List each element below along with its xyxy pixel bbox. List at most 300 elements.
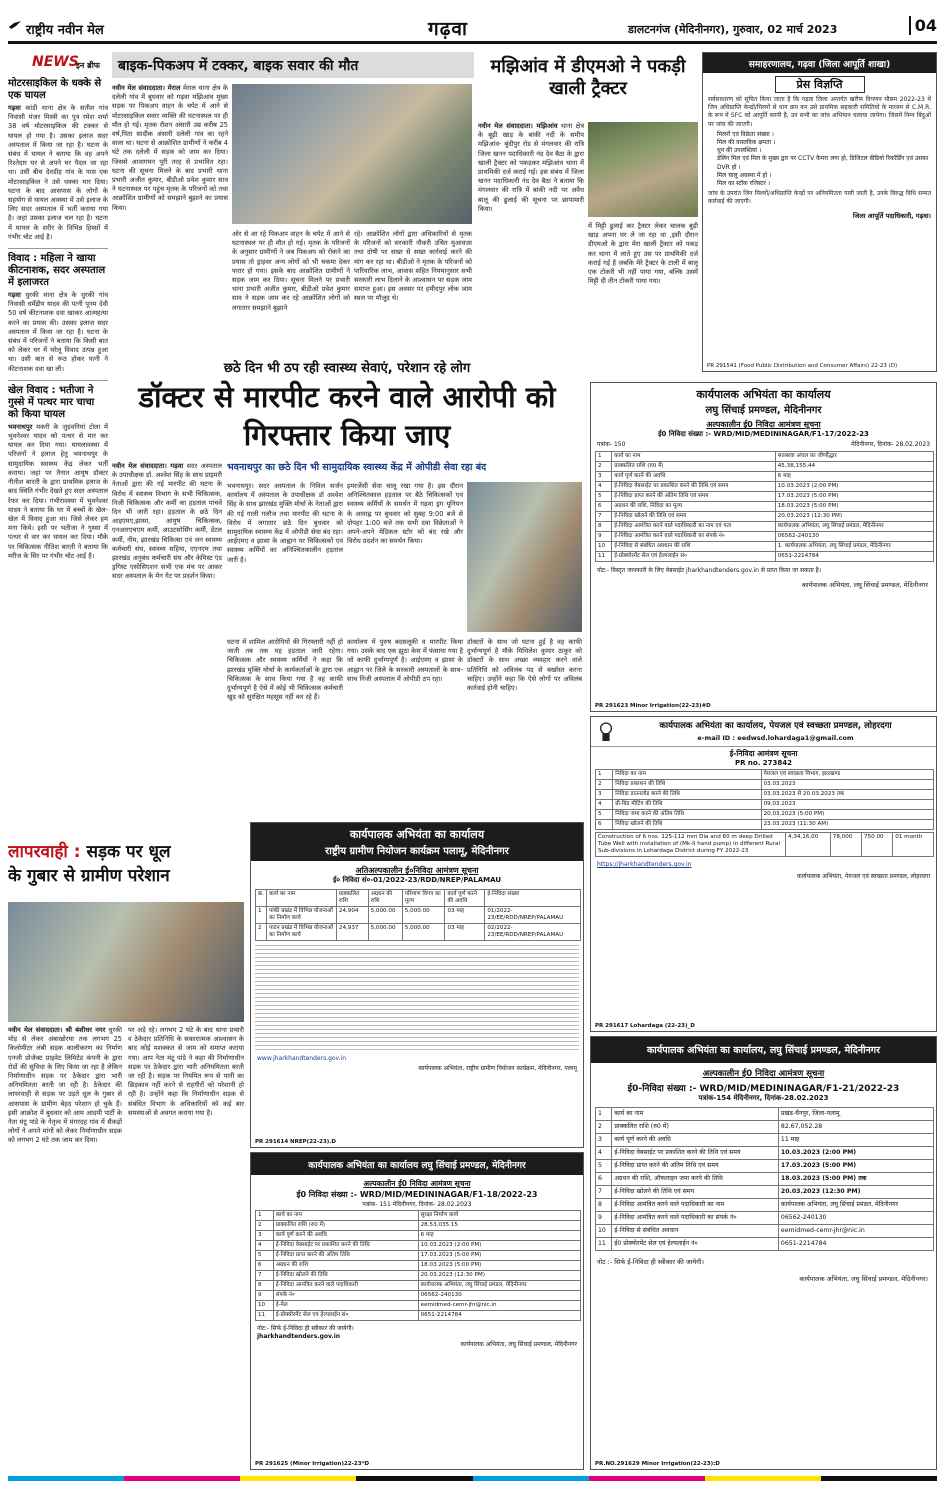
table-cell: ई-मेल bbox=[273, 1301, 418, 1311]
table-cell: 1 bbox=[596, 1108, 612, 1121]
bike-story-col3: रहे। आक्रोशित लोगों द्वारा अधिकारियों से मृतक के परिजनों को सरकारी नौकरी उचित मुआवजा तथा दोषी पर सख्त से सख्त कार्रवाई करने की मांग कर रहा था। बीडीओ ने मृतक के परिजनों को पारिवारिक लाभ, आवास सहित नियमानुसार सभी सरकारी लाभ दिलाने के आश्वासन पर सड़क जाम समाप्त हुआ। इस अवसर पर हमीदपुर लोक जाम स्थल पर मौजूद थे। bbox=[354, 230, 472, 303]
tender17-header2: लघु सिंचाई प्रमण्डल, मेदिनीनगर bbox=[705, 405, 822, 416]
table-cell: ई-प्रोक्योरमेंट सेल एवं हेल्पलाईन सं० bbox=[273, 1311, 418, 1321]
page-number: 04 bbox=[909, 16, 937, 35]
bike-accident-story bbox=[112, 52, 474, 352]
lohardaga-title: ई-निविदा आमंत्रण सूचना bbox=[729, 749, 798, 758]
lohardaga-header: कार्यपालक अभियंता का कार्यालय, पेयजल एवं स्वच्छता प्रमण्डल, लोहरदगा bbox=[659, 721, 892, 731]
doctor-story-col6: डॉक्टरों के साथ जो घटना हुई है वह काफी दुर्भाग्यपूर्ण है मौके मिथिलेश कुमार ठाकुर को डॉक्टरों के साथ अच्छा व्यवहार करने वाले प्रतिनिधि को अविलंब पद से बर्खास्त करना चाहिए। उन्होंने कहा कि ऐसे लोगों पर अविलंब कार्रवाई होनी चाहिए। bbox=[467, 638, 582, 693]
tender-mid-17 bbox=[590, 382, 937, 712]
tender17-signer: कार्यपालक अभियंता, लघु सिंचाई प्रमण्डल, मेदिनीनगर bbox=[801, 581, 928, 589]
table-cell: कार्य का नाम bbox=[612, 452, 776, 462]
table-cell: कार्य का नाम bbox=[267, 890, 337, 907]
table-cell: 7 bbox=[256, 1271, 274, 1281]
lohardaga-email: e-mail ID : eedwsd.lohardaga1@gmail.com bbox=[697, 734, 854, 742]
table-cell: कार्यपालक अभियंता, लघु सिंचाई प्रमंडल, मेदिनीनगर bbox=[775, 522, 933, 532]
tender17-ref: ई0 निविदा संख्या :- WRD/MID/MEDININAGAR/F1-17/2022-23 bbox=[658, 430, 869, 438]
dust-story-label: लापरवाही : bbox=[8, 842, 81, 862]
table-row bbox=[256, 1251, 581, 1261]
lohardaga-website[interactable]: https://jharkhandtenders.gov.in bbox=[597, 861, 692, 868]
table-row bbox=[596, 482, 934, 492]
dust-story-col1: धुरकी मोड़ से लेकर अंबाखोरया तक लगभग 25 किलोमीटर लंबी सड़क कालीकरण का निर्माण एनजी प्रोजेक्ट प्राइवेट लिमिटेड कंपनी के द्वारा रोडों की सुविधा के लिए किया जा रहा है लेकिन निर्माणाधीन सड़क पर ठेकेदार द्वारा भारी अनियमितता बरती जा रही है। ठेकेदार की लापरवाही से सड़क पर उड़ते धूल के गुबार से आसपास के ग्रामीण बेहद परेशान हो चुके हैं। इसी आक्रोश में बुधवार को आम आदमी पार्टी के नेता मंटू पांडे के नेतृत्व में मंगरदह गांव में सैकड़ों लोगों ने अपने मांगों को लेकर निर्माणाधीन सड़क को लगभग 2 घंटे तक जाम कर दिया। bbox=[8, 1026, 122, 1145]
table-cell: 0651-2214784 bbox=[778, 1238, 933, 1251]
table-cell: अग्रधन की राशि, ऑफलाइन जमा करने की तिथि bbox=[612, 1173, 779, 1186]
table-cell: कार्य का नाम bbox=[273, 1211, 418, 1221]
table-row bbox=[596, 800, 934, 810]
table-cell: ई-निविदा प्राप्त करने की अंतिम तिथि एवं समय bbox=[612, 1160, 779, 1173]
table-cell: 45,38,155.44 bbox=[775, 462, 933, 472]
tender17-note: नोट:- विस्तृत जानकारी के लिए वेबसाईट jharkhandtenders.gov.in से प्राप्त किया जा सकता है। bbox=[597, 567, 822, 574]
news-brief-column bbox=[8, 52, 108, 832]
tender17-table bbox=[595, 451, 934, 562]
table-row bbox=[256, 1211, 581, 1221]
supply-notice-footer: PR 291541 (Food Public Distribution and Consumer Affairs) 22-23 (D) bbox=[707, 363, 898, 369]
table-cell: 3 bbox=[596, 472, 612, 482]
table-cell: 18.03.2023 (5:00 PM) bbox=[418, 1261, 580, 1271]
nrep-title: अतिअल्पकालीन ई०निविदा आमंत्रण सूचना bbox=[355, 866, 479, 875]
table-row bbox=[596, 452, 934, 462]
doctor-story-byline: नवीन मेल संवाददाता। गढ़वा bbox=[112, 462, 184, 470]
table-cell: अग्रधन की राशि, निविदा का मूल्य bbox=[612, 502, 776, 512]
table-cell: 20.03.2023 (12:30 PM) bbox=[778, 1186, 933, 1199]
table-cell: 5 bbox=[596, 492, 612, 502]
table-cell: 18.03.2023 (5:00 PM) bbox=[775, 502, 933, 512]
tender18-website[interactable]: jharkhandtenders.gov.in bbox=[257, 1333, 341, 1340]
tender21-ref: ई0-निविदा संख्या :- WRD/MID/MEDININAGAR/F1-21/2022-23 bbox=[627, 1084, 900, 1094]
tender17-title: अल्पकालीन ई0 निविदा आमंत्रण सूचना bbox=[706, 420, 821, 429]
table-cell: कार्य पूर्ण करने की अवधि bbox=[612, 1134, 779, 1147]
table-cell: 0651-2214784 bbox=[418, 1311, 580, 1321]
table-cell: 0651-2214784 bbox=[775, 552, 933, 562]
table-cell: 10 bbox=[596, 542, 612, 552]
table-row bbox=[256, 1271, 581, 1281]
table-cell: 8 bbox=[596, 522, 612, 532]
table-cell: प्राक्कलित राशि (रु0 में) bbox=[273, 1221, 418, 1231]
table-cell: 17.03.2023 (5:00 PM) bbox=[418, 1251, 580, 1261]
table-row bbox=[256, 1231, 581, 1241]
table-row bbox=[596, 770, 934, 780]
supply-item-1: मिलरों एवं विक्रेता संख्या । bbox=[717, 130, 774, 138]
table-cell: 24,937 bbox=[336, 924, 368, 941]
table-row bbox=[256, 1311, 581, 1321]
table-cell: 06562-240130 bbox=[778, 1212, 933, 1225]
lohardaga-footer: PR 291617 Lohardaga (22-23)_D bbox=[595, 1023, 695, 1029]
supply-item-6: मिल का स्टॉक रजिस्टर । bbox=[717, 180, 771, 188]
lohardaga-signer: कार्यपालक अभियंता, पेयजल एवं स्वच्छता प्रमण्डल, लोहरदगा bbox=[797, 873, 930, 880]
table-cell: 6 माह bbox=[418, 1231, 580, 1241]
supply-notice-signer: जिला आपूर्ति पदाधिकारी, गढ़वा। bbox=[852, 211, 931, 220]
brief-item-2-title: विवाद : महिला ने खाया कीटनाशक, सदर अस्पताल में इलाजरत bbox=[8, 248, 108, 289]
table-cell: सतबरवा अंचल का जीर्णोद्धार bbox=[775, 452, 933, 462]
table-cell: 7 bbox=[596, 1186, 612, 1199]
bike-story-headline: बाइक-पिकअप में टक्कर, बाइक सवार की मौत bbox=[112, 52, 474, 78]
table-row bbox=[596, 1186, 934, 1199]
table-cell: 10 bbox=[596, 1225, 612, 1238]
lohardaga-work-desc: Construction of 6 nos. 125-112 mm Dia and 60 m deep Drilled Tube Well with installation of (Mk-II hand pump) in different Rural Sub-divisions in Lohardaga District during FY 2022-23 bbox=[596, 833, 786, 857]
table-row bbox=[256, 907, 581, 924]
table-cell: 03.03.2023 bbox=[761, 780, 933, 790]
tender18-title: अल्पकालीन ई0 निविदा आमंत्रण सूचना bbox=[363, 1179, 471, 1188]
doctor-story-headline: डॉक्टर से मारपीट करने वाले आरोपी को गिरफ्तार किया जाए bbox=[138, 380, 556, 452]
tender18-header: कार्यपालक अभियंता का कार्यालय लघु सिंचाई प्रमण्डल, मेदिनीनगर bbox=[251, 1153, 583, 1175]
table-cell: 1 bbox=[256, 1211, 274, 1221]
table-cell: 23.03.2023 (11:30 AM) bbox=[761, 820, 933, 830]
tractor-story-byline: नवीन मेल संवाददाता। मझिआंव bbox=[478, 122, 558, 130]
brief-label: इन ब्रीफ bbox=[76, 61, 100, 70]
table-row bbox=[596, 780, 934, 790]
table-row bbox=[596, 810, 934, 820]
table-row bbox=[256, 1221, 581, 1231]
table-cell: ई-निविदा खोलने की तिथि एवं समय bbox=[612, 1186, 779, 1199]
table-cell: 9 bbox=[256, 1291, 274, 1301]
supply-item-2: मिल की वास्तविक क्षमता । bbox=[717, 139, 776, 147]
table-cell: ई-निविदा आमंत्रित करने वाले पदाधिकारी का नाम bbox=[612, 1199, 779, 1212]
table-row bbox=[596, 790, 934, 800]
table-cell: 4 bbox=[256, 1241, 274, 1251]
brief-item-3-body: मकरी के जुड़वनियां टोला में भुवनेश्वर यादव को पत्थर से मार कर घायल कर दिया गया। घायलावस्था में परिजनों ने इलाज हेतु भवनाथपुर के सामुदायिक स्वास्थ्य केंद्र लेकर भर्ती कराया। जहां पर तैनात आयुष डॉक्टर नीतीश बारती के द्वारा प्राथमिक इलाज के बाद स्थिति गंभीर देखते हुए सदर अस्पताल रेफर कर दिया। गंभीरावस्था में भुवनेश्वर यादव ने बताया कि घर में बच्चों के खेल-खेल में विवाद हुआ था। जिसे लेकर हम मना किये। इसी पर भतीजा ने गुस्सा में पत्थर से वार कर घायल कर दिया। मौके पर चिकित्सक नीतिश बारती ने बताया कि मरीज के सिर पर गंभीर चोट आई है। bbox=[8, 422, 108, 560]
table-cell: 82,67,052.28 bbox=[778, 1121, 933, 1134]
table-row bbox=[596, 552, 934, 562]
doctor-story-kicker: छठे दिन भी ठप रही स्वास्थ्य सेवाएं, परेशान रहे लोग bbox=[223, 361, 471, 376]
protest-photo bbox=[467, 482, 582, 632]
table-cell: 4 bbox=[596, 482, 612, 492]
table-row bbox=[596, 1160, 934, 1173]
table-cell: 03 माह bbox=[445, 907, 485, 924]
table-cell: परिमाण विपत्र का मूल्य bbox=[402, 890, 445, 907]
bike-story-byline: नवीन मेल संवाददाता। मेराल bbox=[112, 84, 181, 92]
table-row bbox=[256, 924, 581, 941]
table-cell: 6 माह bbox=[775, 472, 933, 482]
table-row bbox=[596, 462, 934, 472]
table-row bbox=[596, 1147, 934, 1160]
table-cell: कार्य पूर्ण करने की अवधि bbox=[445, 890, 485, 907]
tender18-note: नोट:- सिर्फ ई-निविदा ही स्वीकार की जायेगी। bbox=[257, 1325, 354, 1332]
table-cell: निविदा जमा करने की अंतिम तिथि bbox=[613, 810, 761, 820]
table-cell: 1 bbox=[596, 770, 613, 780]
table-cell: 6 bbox=[596, 820, 613, 830]
brief-item-3-place: भवनाथपुर bbox=[8, 422, 33, 431]
table-row bbox=[596, 532, 934, 542]
tender18-signer: कार्यपालक अभियंता, लघु सिंचाई प्रमण्डल, मेदिनीनगर bbox=[460, 1341, 577, 1348]
table-cell: कार्यपालक अभियंता, लघु सिंचाई प्रमंडल, मेदिनीनगर bbox=[778, 1199, 933, 1212]
table-cell: 6 bbox=[596, 502, 612, 512]
table-cell: 5 bbox=[256, 1251, 274, 1261]
table-row bbox=[596, 833, 934, 857]
nrep-header: कार्यपालक अभियंता का कार्यालय bbox=[251, 823, 583, 843]
brief-item-2-body: धुरकी थाना क्षेत्र के धुरकी गांव निवासी धर्मेंद्रीय यादव की पत्नी पूनम देवी 50 वर्ष कीटनाशक दवा खाकर आत्महत्या करने का प्रयास की। उसका इलाज सदर अस्पताल में किया जा रहा है। घटना के संबंध में परिजनों ने बताया कि किसी बात को लेकर घर में घरेलू विवाद उत्पन्न हुआ था। उसी बात से रूठ होकर पत्नी ने कीटनाशक दवा खा ली। bbox=[8, 291, 108, 373]
table-row bbox=[596, 542, 934, 552]
table-cell: ई-निविदा प्राप्त करने की अंतिम तिथि bbox=[273, 1251, 418, 1261]
page-section-title: गढ़वा bbox=[428, 18, 468, 40]
table-cell: 20.03.2023 (12:30 PM) bbox=[418, 1271, 580, 1281]
table-cell: ई-प्रोक्योरमेंट सेल एवं हेल्पलाईन सं० bbox=[612, 552, 776, 562]
news-label: NEWS bbox=[32, 54, 79, 70]
table-row bbox=[596, 820, 934, 830]
tender21-note: नोट :- सिर्फ ई-निविदा ही स्वीकार की जायेगी। bbox=[597, 1258, 704, 1266]
dust-story-col2: पर अड़े रहे। लगभग 2 घंटे के बाद थाना प्रभारी व ठेकेदार प्रतिनिधि के सकारात्मक आश्वासन के बाद कोई मशक्कत से जाम को समाप्त कराया गया। आप नेता मंटू पांडे ने कहा की निर्माणाधीन सड़क पर ठेकेदार द्वारा भारी अनियमितता बरती जा रही है। सड़क पर नियमित रूप से पानी का छिड़काव नहीं करने से राहगीरों को परेशानी हो रही है। उन्होंने कहा कि निर्माणाधीन सड़क से संबंधित विभाग के अधिकारियों को कई बार समस्याओं से अवगत कराया गया है। bbox=[128, 1026, 244, 1117]
table-cell: 18.03.2023 (5:00 PM) तक bbox=[778, 1173, 933, 1186]
table-cell: 24,904 bbox=[336, 907, 368, 924]
table-cell: 1 bbox=[256, 907, 267, 924]
bike-story-col2: ओर से आ रहे पिकअप वाहन के चपेट में आने से घटनास्थल पर ही मौत हो गई। मृतक के परिजनों के अनुसार ग्रामीणों ने जब पिकअप को रोकने का प्रयास तो ड्राइवर अन्य लोगों को भी चकमा देकर फरार हो गया। इसके बाद आक्रोशित ग्रामीणों ने सड़क जाम कर दिया। सूचना मिलने पर प्रभारी थाना प्रभारी अजीत कुमार, बीडीओ प्रवेश कुमार साव ने सड़क जाम कर रहे आक्रोशित लोगों को लगातार समझाने बुझाने bbox=[232, 230, 350, 312]
table-cell: ई-निविदा आमंत्रित करने वाले पदाधिकारी का नाम एवं पता bbox=[612, 522, 776, 532]
table-cell: ई-निविदा आमंत्रित करने वाले पदाधिकारी bbox=[273, 1281, 418, 1291]
table-cell: 8 bbox=[596, 1199, 612, 1212]
nrep-table bbox=[255, 889, 581, 941]
bird-logo-icon bbox=[8, 18, 22, 32]
table-cell: 5 bbox=[596, 810, 613, 820]
table-cell: ई-निविदा वेबसाईट पर प्रकाशित करने की तिथि bbox=[273, 1241, 418, 1251]
tender17-header1: कार्यपालक अभियंता का कार्यालय bbox=[696, 388, 831, 401]
table-row bbox=[596, 1212, 934, 1225]
table-cell: निविदा प्रकाशन की तिथि bbox=[613, 780, 761, 790]
table-cell: 3 bbox=[596, 790, 613, 800]
table-cell: 4 bbox=[596, 1147, 612, 1160]
tender17-footer: PR 291623 Minor Irrigation(22-23)#D bbox=[595, 703, 711, 709]
table-cell: 02/2022-23/EE/RDD/NREP/PALAMAU bbox=[485, 924, 581, 941]
table-row bbox=[596, 502, 934, 512]
table-row bbox=[256, 1281, 581, 1291]
tender21-footer: PR.NO.291629 Minor Irrigation(22-23):D bbox=[595, 1461, 720, 1467]
dust-story-headline-a: सड़क पर धूल bbox=[86, 842, 171, 862]
table-cell: निविदा डाउनलोड करने की तिथि bbox=[613, 790, 761, 800]
table-cell: ई-निविदा वेबसाईट पर प्रकाशित करने की तिथि एवं समय bbox=[612, 1147, 779, 1160]
table-cell: कार्य पूर्ण करने की अवधि bbox=[273, 1231, 418, 1241]
dust-story bbox=[8, 840, 244, 1470]
table-cell: ई0 प्रोक्योरमेंट सेल एवं हेल्पलाईन नं० bbox=[612, 1238, 779, 1251]
nrep-website[interactable]: www.jharkhandtenders.gov.in bbox=[257, 1055, 347, 1062]
nrep-header2: राष्ट्रीय ग्रामीण नियोजन कार्यक्रम पलामू, मेदिनीनगर bbox=[251, 843, 583, 861]
tender21-header: कार्यपालक अभियंता का कार्यालय, लघु सिंचाई प्रमण्डल, मेदिनीनगर bbox=[591, 1037, 936, 1063]
lohardaga-work-table bbox=[595, 832, 934, 857]
table-cell: 10.03.2023 (2:00 PM) bbox=[775, 482, 933, 492]
dateline: डालटनगंज (मेदिनीनगर), गुरुवार, 02 मार्च 2023 bbox=[628, 23, 838, 36]
table-cell: 6 bbox=[256, 1261, 274, 1271]
table-row bbox=[596, 1238, 934, 1251]
table-cell: eemidmed-cemr-jhr@nic.in bbox=[778, 1225, 933, 1238]
table-cell: अग्रधन की राशि bbox=[273, 1261, 418, 1271]
table-cell: 6 bbox=[596, 1173, 612, 1186]
tractor-photo bbox=[588, 122, 698, 217]
table-cell: eemidmed-cemr-jhr@nic.in bbox=[418, 1301, 580, 1311]
table-row bbox=[256, 1301, 581, 1311]
table-cell: क्र. bbox=[256, 890, 267, 907]
table-cell: 06562-240130 bbox=[775, 532, 933, 542]
table-cell: पाटन प्रखंड में विभिन्न योजनाओं का निर्माण कार्य bbox=[267, 924, 337, 941]
table-cell: प्री-बिड मीटिंग की तिथि bbox=[613, 800, 761, 810]
tender18-patrank: पत्रांक- 151 मेदिनीनगर, दिनांक- 28.02.2023 bbox=[362, 1201, 472, 1208]
table-cell: प्राक्कलित राशि (रु0 में) bbox=[612, 462, 776, 472]
table-cell: 3 bbox=[256, 1231, 274, 1241]
table-cell: पेयजल एवं स्वच्छता विभाग, झारखण्ड bbox=[761, 770, 933, 780]
table-cell: 5,000.00 bbox=[368, 924, 402, 941]
village-protest-photo bbox=[8, 902, 244, 1022]
table-row bbox=[596, 1173, 934, 1186]
table-cell: कार्य पूर्ण करने की अवधि bbox=[612, 472, 776, 482]
nrep-footer: PR 291614 NREP(22-23).D bbox=[255, 1139, 336, 1145]
table-cell: 09.03.2023 bbox=[761, 800, 933, 810]
table-cell: ई-निविदा आमंत्रित करने वाले पदाधिकारी का संपर्क नं० bbox=[612, 532, 776, 542]
table-cell: कार्यपालक अभियंता, लघु सिंचाई प्रमंडल, मेदिनीनगर bbox=[418, 1281, 580, 1291]
table-cell: 03.03.2023 से 20.03.2023 तक bbox=[761, 790, 933, 800]
lohardaga-work-amount: 4,34,16,00 bbox=[786, 833, 831, 857]
supply-notice-intro: सर्वसाधारण को सूचित किया जाता है कि गढ़वा जिला अन्तर्गत खरीफ विपणन मौसम 2022-23 में जिन अधिप्राप्ति केन्द्रों/मिलरों से धान क्रय कर उसे प्राथमिक सहकारी समितियों के माध्यम से C.M.R. के रूप में SFC को आपूर्ति करनी है, उन सभी का जांच अभियान चलाया जायेगा। जिसमें निम्न बिंदुओं पर जांच की जाएगी। bbox=[708, 96, 931, 128]
table-cell: 01/2022-23/EE/RDD/NREP/PALAMAU bbox=[485, 907, 581, 924]
government-emblem-icon bbox=[597, 720, 615, 744]
supply-notice-closing: जांच के उपरांत जिन मिलरों/अधिप्राप्ति केन्द्रों पर अनियमितता पायी जाती है, उनके विरुद्ध विधि सम्मत कार्रवाई की जाएगी। bbox=[708, 190, 931, 206]
tractor-story-headline: मझिआंव में डीएमओ ने पकड़ी खाली ट्रैक्टर bbox=[490, 56, 686, 99]
doctor-story-col1: सदर अस्पताल के उपाधीक्षक डॉ. अश्वेश सिंह के साथ प्राइमरी नेताओं द्वारा की गई मारपीट की घटना के विरोध में स्वास्थ्य विभाग के सभी चिकित्सक, निजी चिकित्सक और कर्मी का हड़ताल पांचवें दिन भी जारी रहा। हड़ताल के छठे दिन आइएमए,झासा, आयुष चिकित्सक, एनआरएचएम कर्मी, आउटसोर्सिंग कर्मी, डेंटल कर्मी, नीम, झारखंड चिकित्सा एवं जन स्वास्थ्य कर्मचारी संघ, स्वास्थ्य सहिया, एएनएम तथा झारखंड अनुबंध कर्मचारी संघ और केमिस्ट एंड ड्रगिस्ट एसोसिएशन सभी एक मंच पर आकर सदर अस्पताल के मेन गेट पर प्रदर्शन किया। bbox=[112, 462, 222, 581]
table-cell: 10 bbox=[256, 1301, 274, 1311]
table-cell: ई-निविदा आमंत्रित करने वाले पदाधिकारी का संपर्क नं० bbox=[612, 1212, 779, 1225]
tender-lohardaga bbox=[590, 716, 937, 1032]
doctor-story-subhead: भवनाथपुर का छठे दिन भी सामुदायिक स्वास्थ्य केंद्र में ओपीडी सेवा रहा बंद bbox=[227, 462, 487, 473]
brief-item-3-title: खेल विवाद : भतीजा ने गुस्से में पत्थर मार चाचा को किया घायल bbox=[8, 380, 108, 421]
table-cell: ई-निविदा से संबंधित अवधान bbox=[612, 1225, 779, 1238]
table-cell: 5 bbox=[596, 1160, 612, 1173]
tender18-footer: PR 291625 (Minor Irrigation)22-23*D bbox=[255, 1461, 370, 1467]
table-cell: संपर्क नं० bbox=[273, 1291, 418, 1301]
lohardaga-work-em: 78,000 bbox=[830, 833, 861, 857]
table-cell: ई-निविदा प्राप्त करने की अंतिम तिथि एवं समय bbox=[612, 492, 776, 502]
table-row bbox=[256, 1291, 581, 1301]
table-row bbox=[596, 1121, 934, 1134]
table-header-row bbox=[256, 890, 581, 907]
table-cell: 5,000.00 bbox=[402, 924, 445, 941]
table-cell: निविदा खोलने की तिथि bbox=[613, 820, 761, 830]
dust-story-byline: नवीन मेल संवाददाता। श्री बंशीधर नगर bbox=[8, 1026, 106, 1034]
table-cell: 3 bbox=[596, 1134, 612, 1147]
brief-item-1-place: गढ़वा bbox=[8, 104, 21, 112]
table-cell: 1 bbox=[596, 452, 612, 462]
doctor-story-col5: कार्यालय में पुरुष बदसलूकी व मारपीट किया गया। उसके बाद एक झूठा केस में फंसाया गया है जो काफी दुर्भाग्यपूर्ण है। आईएमए व झासा के आह्वान पर जिले के सरकारी अस्पतालों के साथ-साथ निजी अस्पताल में ओपीडी ठप रहा। bbox=[347, 638, 463, 683]
table-cell: 2 bbox=[596, 780, 613, 790]
table-cell: ई-निविदा संख्या bbox=[485, 890, 581, 907]
table-cell: 9 bbox=[596, 532, 612, 542]
table-cell: 06562-240130 bbox=[418, 1291, 580, 1301]
tender21-table bbox=[595, 1107, 934, 1251]
table-row bbox=[596, 522, 934, 532]
table-row bbox=[256, 1261, 581, 1271]
table-cell: प्राक्कलित राशि (रु0 में) bbox=[612, 1121, 779, 1134]
table-cell: ई-निविदा खोलने की तिथि एवं समय bbox=[612, 512, 776, 522]
tender-nrep bbox=[250, 822, 584, 1148]
tender21-title: अल्पकालीन ई0 निविदा आमंत्रण सूचना bbox=[702, 1069, 825, 1079]
supply-item-3: धुन की उपलब्धियां । bbox=[717, 147, 762, 155]
table-cell: ई-निविदा से संबंधित अवधान की राशि bbox=[612, 542, 776, 552]
table-cell: 10.03.2023 (2:00 PM) bbox=[778, 1147, 933, 1160]
tender17-patrank: पत्रांक- 150 bbox=[597, 441, 626, 448]
supply-notice bbox=[702, 52, 937, 372]
table-cell: 03 माह bbox=[445, 924, 485, 941]
nrep-fine-print bbox=[251, 945, 583, 1055]
table-cell: पांकी प्रखंड में विभिन्न योजनाओं का निर्माण कार्य bbox=[267, 907, 337, 924]
table-cell: 11 माह bbox=[778, 1134, 933, 1147]
tender18-ref: ई0 निविदा संख्या :- WRD/MID/MEDININAGAR/F1-18/2022-23 bbox=[296, 1190, 538, 1199]
table-cell: 17.03.2023 (5:00 PM) bbox=[778, 1160, 933, 1173]
supply-item-5: मिल चालू अवस्था में हो । bbox=[717, 171, 772, 179]
table-cell: 20.03.2023 (12:30 PM) bbox=[775, 512, 933, 522]
table-cell: 2 bbox=[256, 1221, 274, 1231]
table-row bbox=[596, 472, 934, 482]
tractor-story-col1: थाना क्षेत्र के बूढ़ी खाड़ के बांकी नदी के समीप मझिआंव- बुंदीपुर रोड से मंगलवार की रात्रि जिला खनन पदाधिकारी नंद देव बैठा के द्वारा खाली ट्रैक्टर को पकड़कर मझिआंव थाना में प्राथमिकी दर्ज कराई गई। इस संबंध में जिला खनन पदाधिकारी नंद देव बैठा ने बताया कि मंगलवार की रात्रि में बांकी नदी पर अवैध बालू की ढुलाई की सूचना पर छापामारी किया। bbox=[478, 122, 584, 213]
tractor-story bbox=[478, 52, 698, 372]
supply-item-4: डेलिंग मिल एवं मिल के मुख्य द्वार पर CCTV कैमरा लगा हो, डिजिटल वीडियो रिकॉर्डिंग एवं उसका DVR हो । bbox=[717, 155, 929, 171]
tractor-story-col3: में मिट्टी ढुलाई कर ट्रैक्टर लेकर चालक बुड़ी खाड़ अपना घर ले जा रहा था ,इसी दौरान डीएमओ के द्वारा मेरा खाली ट्रैक्टर को पकड़ कर थाना में लाते हुए उस पर प्राथमिकी दर्ज कराई गई है जबकि मेरे ट्रैक्टर के टाली में बालू एक टोकरी भी नहीं पाया गया, बल्कि उसमें मिट्टी दी तीन टोकरी पाया गया। bbox=[588, 222, 698, 286]
dust-story-headline-b: के गुबार से ग्रामीण परेशान bbox=[8, 866, 170, 886]
table-cell: 28,53,035.15 bbox=[418, 1221, 580, 1231]
table-cell: 5,000.00 bbox=[368, 907, 402, 924]
table-cell: 7 bbox=[596, 512, 612, 522]
lohardaga-table bbox=[595, 769, 934, 830]
doctor-story-col4: घटना में शामिल आरोपियों की गिरफ्तारी नहीं हो जाती तब तक यह हड़ताल जारी रहेगा। चिकित्सक और स्वास्थ्य कर्मियों ने कहा कि झारखंड मुक्ति मोर्चा के कार्यकर्ताओं के द्वारा एक चिकित्सक के साथ किया गया है वह काफी दुर्भाग्यपूर्ण है ऐसे में कोई भी चिकित्सक कर्मचारी खुद को सुरक्षित महसूस नहीं कर रहे हैं। bbox=[227, 638, 343, 702]
brief-item-1-title: मोटरसाइकिल के धक्के से एक घायल bbox=[8, 78, 102, 101]
table-cell: 5,000.00 bbox=[402, 907, 445, 924]
supply-notice-title: प्रेस विज्ञप्ति bbox=[775, 76, 865, 93]
brief-item-2-place: गढ़वा bbox=[8, 291, 21, 300]
table-cell: ई-निविदा वेबसाईट पर प्रकाशित करने की तिथि एवं समय bbox=[612, 482, 776, 492]
tender-mid-21 bbox=[590, 1036, 937, 1470]
table-cell: 11 bbox=[256, 1311, 274, 1321]
tender17-date: मेदिनीनगर, दिनांक- 28.02.2023 bbox=[851, 441, 930, 448]
table-row bbox=[256, 1241, 581, 1251]
table-cell: निविदा का नाम bbox=[613, 770, 761, 780]
doctor-story-col2: भवनाथपुर। सदर अस्पताल के निविल सर्जन कार्यालय में अस्पताल के उपाधीक्षक डॉ अश्वेश सिंह के साथ झारखंड मुक्ति मोर्चा के नेताओं द्वारा की गई गाली गलौज तथा मारपीट की घटना के विरोध में लगातार छठे दिन बुधवार को सामुदायिक स्वास्थ्य केंद्र में ओपीडी सेवा बंद रहा। आईएमए व झासा के आह्वान पर चिकित्सकों एवं स्वास्थ्य कर्मियों का अनिश्चितकालीन हड़ताल जारी है। bbox=[227, 482, 343, 564]
print-color-bar bbox=[8, 1476, 937, 1482]
table-cell: 9 bbox=[596, 1212, 612, 1225]
lohardaga-work-fee: 750.00 bbox=[862, 833, 893, 857]
brand-name: राष्ट्रीय नवीन मेल bbox=[26, 23, 104, 38]
table-cell: 11 bbox=[596, 552, 612, 562]
table-row bbox=[596, 1199, 934, 1212]
table-cell: 11 bbox=[596, 1238, 612, 1251]
table-cell: ई-निविदा खोलने की तिथि bbox=[273, 1271, 418, 1281]
table-row bbox=[596, 492, 934, 502]
doctor-story-col3: इमरजेंसी सेवा चालू रखा गया है। इस दौरान अनिश्चितकाल हड़ताल पर बैठे चिकित्सकों एवं स्वास्थ्य कर्मियों के समर्थन में गढ़वा ड्रग यूनियन के आवाह्न पर बुधवार को सुबह 9:00 बजे से दोपहर 1:00 बजे तक सभी दवा विक्रेताओं ने अपने-अपने मेडिकल स्टोर को बंद रखे और विरोध प्रदर्शन का समर्थन किया। bbox=[347, 482, 463, 546]
table-cell: 1. कार्यपालक अभियंता, लघु सिंचाई प्रमंडल, मेदिनीनगर bbox=[775, 542, 933, 552]
bike-story-col1: मेराल थाना क्षेत्र के दलेली गांव में बुधवार को गढ़वा मझिआंव मुख्य सड़क पर पिकअप वाहन के चपेट में आने से मोटरसाइकिल सवार व्यक्ति की घटनास्थल पर ही मौत हो गई। मृतक रौशन अंसारी उम्र करीब 25 वर्ष,पिता सादीक अंसारी दलेली गांव का रहने वाला था। घटना से आक्रोशित ग्रामीणों ने करीब 4 घंटे तक दलेली में सड़क को जाम कर दिया। जिससे आवागमन पूरी तरह से प्रभावित रहा। घटना की सूचना मिलने के बाद प्रभारी थाना प्रभारी अजीत कुमार, बीडीओ प्रवेश कुमार साव ने घटनास्थल पर पहुंच मृतक के परिजनों को तथा आक्रोशित ग्रामीणों को समझाने बुझाने का प्रयास किया। bbox=[112, 84, 228, 212]
tender18-table bbox=[255, 1210, 581, 1321]
table-cell: कार्य का नाम bbox=[612, 1108, 779, 1121]
table-cell: प्रखंड-चैनपुर, जिला-पलामू bbox=[778, 1108, 933, 1121]
table-cell: अग्रधन की राशि bbox=[368, 890, 402, 907]
table-row bbox=[596, 1108, 934, 1121]
table-cell: सुरक्षा निर्माण कार्य bbox=[418, 1211, 580, 1221]
table-cell: 10.03.2023 (2:00 PM) bbox=[418, 1241, 580, 1251]
table-cell: 17.03.2023 (5:00 PM) bbox=[775, 492, 933, 502]
table-cell: 2 bbox=[596, 1121, 612, 1134]
table-cell: 2 bbox=[256, 924, 267, 941]
table-cell: 20.03.2023 (5:00 PM) bbox=[761, 810, 933, 820]
masthead bbox=[8, 4, 937, 44]
tender-mid-18 bbox=[250, 1152, 584, 1470]
table-row bbox=[596, 512, 934, 522]
supply-notice-header: समाहरणालय, गढ़वा (जिला आपूर्ति शाखा) bbox=[703, 53, 936, 73]
table-cell: 2 bbox=[596, 462, 612, 472]
brief-item-1-body: कांडी थाना क्षेत्र के सतीश गांव निवासी मंजर मिस्त्री का पुत्र रमेश शर्मा 38 वर्ष मोटरसाइकिल की टक्कर से घायल हो गया है। उसका इलाज सदर अस्पताल में किया जा रहा है। घटना के संबंध में घायल ने बताया कि वह अपने रिश्तेदार घर से अपने घर पैदल जा रहा था। उसी बीच देवडीह गांव के पास एक मोटरसाइकिल ने उसे धक्का मार दिया। घटना के बाद आसपास के लोगों के सहयोग से घायल अवस्था में उसे इलाज के लिए सदर अस्पताल में भर्ती कराया गया है। जहां उसका इलाज चल रहा है। घटना में घायल के शरीर के विभिन्न हिस्सों में गंभीर चोट आई है। bbox=[8, 104, 108, 241]
nrep-signer: कार्यपालक अभियंता, राष्ट्रीय ग्रामीण नियोजन कार्यक्रम, मेदिनीनगर, पलामू bbox=[418, 1065, 577, 1072]
table-cell: 4 bbox=[596, 800, 613, 810]
table-cell: प्राक्कलित राशि bbox=[336, 890, 368, 907]
table-cell: 8 bbox=[256, 1281, 274, 1291]
nrep-ref: ई० निविदा सं०-01/2022-23/RDD/NREP/PALAMAU bbox=[332, 876, 502, 884]
road-jam-photo bbox=[232, 84, 472, 224]
doctor-story bbox=[112, 356, 582, 831]
lohardaga-prno: PR no. 273842 bbox=[734, 759, 793, 767]
tender21-patrank: पत्रांक-154 मेदिनीनगर, दिनांक-28.02.2023 bbox=[698, 1094, 829, 1102]
lohardaga-work-time: 01 month bbox=[893, 833, 934, 857]
tender21-signer: कार्यपालक अभियंता, लघु सिंचाई प्रमण्डल, मेदिनीनगर। bbox=[799, 1275, 928, 1283]
